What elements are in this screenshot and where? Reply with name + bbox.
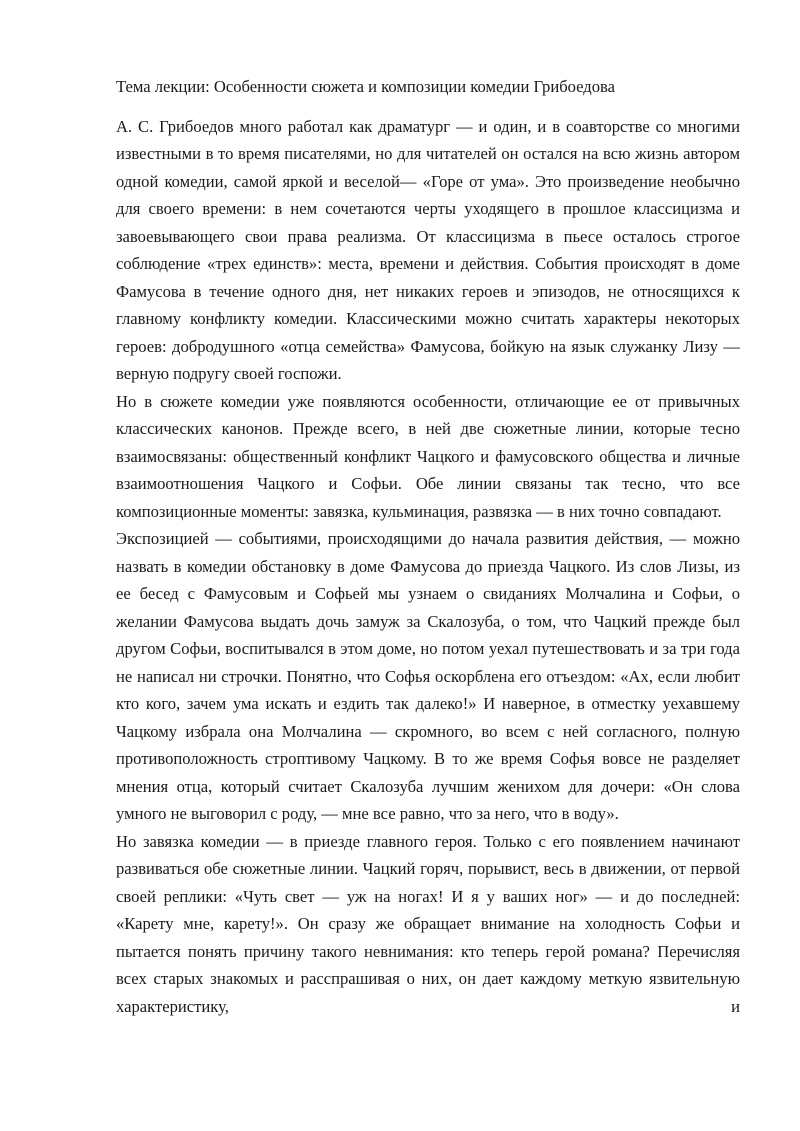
lecture-title: Тема лекции: Особенности сюжета и композиции комедии Грибоедова	[116, 77, 616, 96]
document-page	[116, 73, 740, 1020]
paragraph-intro: А. С. Грибоедов много работал как драматург — и один, и в соавторстве со многими известными в то время писателями, но для читателей он остался на всю жизнь автором одной комедии, самой яркой и веселой— «Горе от ума». Это произведение необычно для своего времени: в нем сочетаются черты уходящего в прошлое классицизма и завоевывающего свои права реализма. От классицизма в пьесе осталось строгое соблюдение «трех единств»: места, времени и действия. События происходят в доме Фамусова в течение одного дня, нет никаких героев и эпизодов, не относящихся к главному конфликту комедии. Классическими можно считать характеры некоторых героев: добродушного «отца семейства» Фамусова, бойкую на язык служанку Лизу — верную подругу своей госпожи.	[116, 116, 740, 383]
paragraph-plot-beginning: Но завязка комедии — в приезде главного героя. Только с его появлением начинают развиваться обе сюжетные линии. Чацкий горяч, порывист, весь в движении, от первой своей реплики: «Чуть свет — уж на ногах! И я у ваших ног» — и до последней: «Карету мне, карету!». Он сразу же обращает внимание на холодность Софьи и пытается понять причину такого невнимания: кто теперь герой романа? Перечисляя всех старых знакомых и расспрашивая о них, он дает каждому меткую язвительную характеристику, и	[116, 831, 740, 1016]
paragraph-exposition: Экспозицией — событиями, происходящими до начала развития действия, — можно назвать в комедии обстановку в доме Фамусова до приезда Чацкого. Из слов Лизы, из ее бесед с Фамусовым и Софьей мы узнаем о свиданиях Молчалина и Софьи, о желании Фамусова выдать дочь замуж за Скалозуба, о том, что Чацкий прежде был другом Софьи, воспитывался в этом доме, но потом уехал путешествовать и за три года не написал ни строчки. Понятно, что Софья оскорблена его отъездом: «Ах, если любит кто кого, зачем ума искать и ездить так далеко!» И наверное, в отместку уехавшему Чацкому избрала она Молчалина — скромного, во всем с ней согласного, полную противоположность строптивому Чацкому. В то же время Софья вовсе не разделяет мнения отца, который считает Скалозуба лучшим женихом для дочери: «Он слова умного не выговорил с роду, — мне все равно, что за него, что в воду».	[116, 529, 740, 823]
paragraph-plot-features: Но в сюжете комедии уже появляются особенности, отличающие ее от привычных классических канонов. Прежде всего, в ней две сюжетные линии, которые тесно взаимосвязаны: общественный конфликт Чацкого и фамусовского общества и личные взаимоотношения Чацкого и Софьи. Обе линии связаны так тесно, что все композиционные моменты: завязка, кульминация, развязка — в них точно совпадают.	[116, 391, 740, 521]
